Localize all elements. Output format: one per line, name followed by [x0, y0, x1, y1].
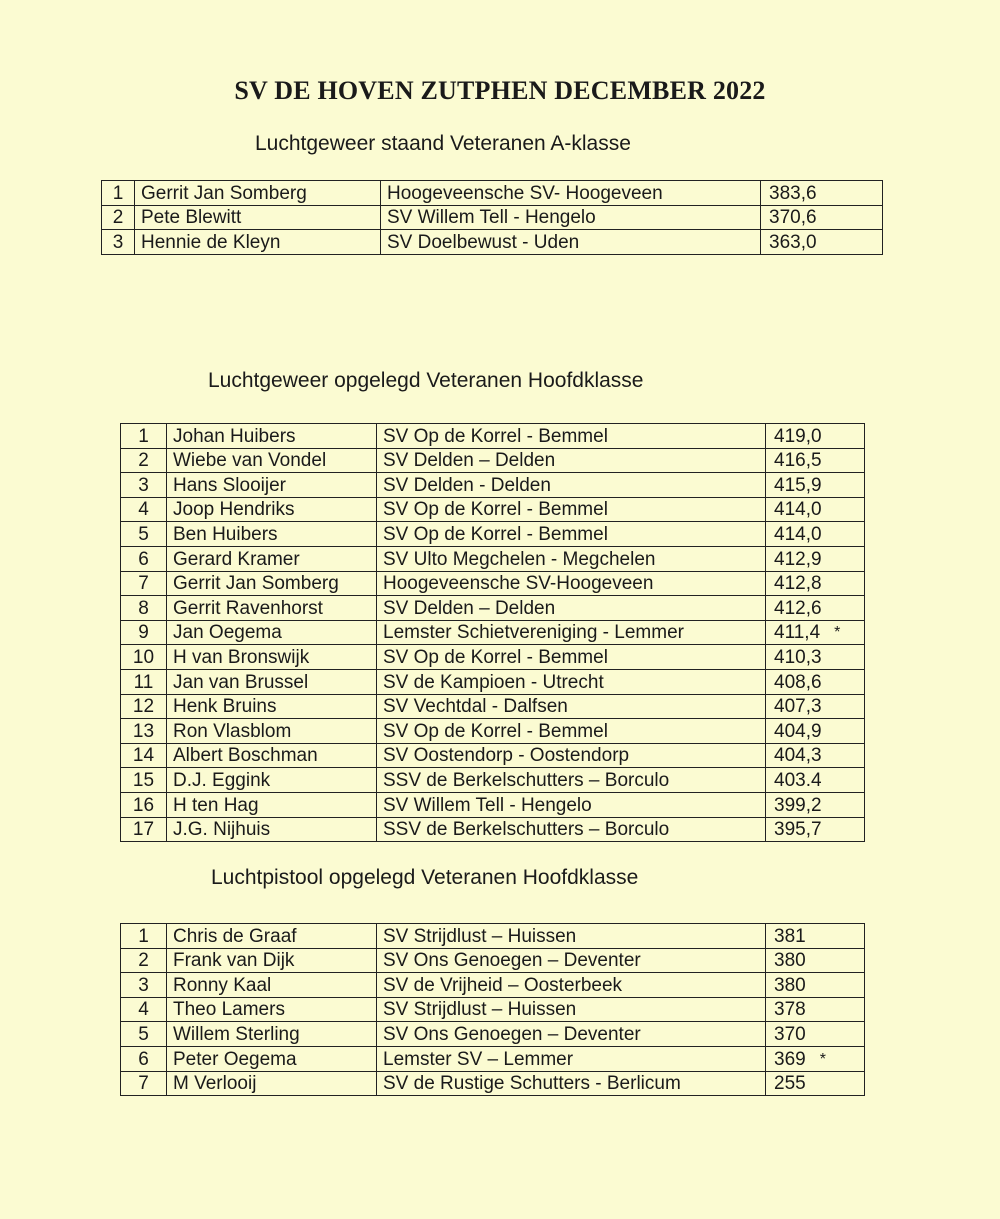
table-row [121, 1071, 865, 1096]
rank-cell: 3 [121, 473, 167, 498]
club-cell: SV Ons Genoegen – Deventer [377, 948, 766, 973]
score-cell [766, 743, 865, 768]
table-row [121, 719, 865, 744]
table-row [121, 424, 865, 449]
rank-cell: 1 [121, 424, 167, 449]
score-cell [761, 230, 883, 255]
score-cell [766, 1046, 865, 1071]
score-cell [766, 768, 865, 793]
score-cell [766, 817, 865, 842]
shooter-name-cell: Johan Huibers [167, 424, 377, 449]
score-cell [766, 522, 865, 547]
shooter-name-cell: Frank van Dijk [167, 948, 377, 973]
score-cell [766, 1022, 865, 1047]
shooter-name-cell: Joop Hendriks [167, 497, 377, 522]
table-row [121, 743, 865, 768]
table-row [121, 997, 865, 1022]
score-cell [766, 473, 865, 498]
rank-cell: 5 [121, 1022, 167, 1047]
table-row [121, 1022, 865, 1047]
rank-cell: 4 [121, 997, 167, 1022]
shooter-name-cell: M Verlooij [167, 1071, 377, 1096]
shooter-name-cell: Jan van Brussel [167, 669, 377, 694]
club-cell: SV Delden - Delden [377, 473, 766, 498]
score-value: 255 [774, 1073, 806, 1095]
score-value: 412,8 [774, 573, 822, 595]
shooter-name-cell: Chris de Graaf [167, 924, 377, 949]
rank-cell: 8 [121, 596, 167, 621]
table-row [121, 546, 865, 571]
table-row [121, 669, 865, 694]
table-row [121, 497, 865, 522]
club-cell: SV Op de Korrel - Bemmel [377, 424, 766, 449]
table-row [121, 817, 865, 842]
table-row [121, 448, 865, 473]
club-cell: SV Vechtdal - Dalfsen [377, 694, 766, 719]
score-value: 414,0 [774, 499, 822, 521]
club-cell: SV Doelbewust - Uden [381, 230, 761, 255]
club-cell: SV de Rustige Schutters - Berlicum [377, 1071, 766, 1096]
score-value: 412,6 [774, 597, 822, 619]
score-value: 410,3 [774, 646, 822, 668]
club-cell: SV de Kampioen - Utrecht [377, 669, 766, 694]
score-value: 404,9 [774, 720, 822, 742]
rank-cell: 12 [121, 694, 167, 719]
section-heading-air-pistol-supported: Luchtpistool opgelegd Veteranen Hoofdklasse [211, 866, 639, 889]
score-cell [766, 694, 865, 719]
score-cell [766, 424, 865, 449]
rank-cell: 5 [121, 522, 167, 547]
score-value: 419,0 [774, 425, 822, 447]
shooter-name-cell: Gerard Kramer [167, 546, 377, 571]
rank-cell: 2 [102, 205, 135, 230]
score-value: 380 [774, 974, 806, 996]
club-cell: SV de Vrijheid – Oosterbeek [377, 973, 766, 998]
table-row [121, 620, 865, 645]
score-value: 404,3 [774, 745, 822, 767]
score-cell [761, 181, 883, 206]
score-value: 403.4 [774, 769, 822, 791]
club-cell: SSV de Berkelschutters – Borculo [377, 817, 766, 842]
club-cell: Lemster Schietvereniging - Lemmer [377, 620, 766, 645]
club-cell: SV Oostendorp - Oostendorp [377, 743, 766, 768]
score-value: 411,4 [774, 622, 821, 644]
rank-cell: 3 [121, 973, 167, 998]
score-value: 378 [774, 999, 806, 1021]
score-value: 416,5 [774, 450, 822, 472]
score-value: 370,6 [769, 207, 817, 229]
asterisk-mark: * [819, 1050, 826, 1068]
club-cell: SV Op de Korrel - Bemmel [377, 497, 766, 522]
rank-cell: 9 [121, 620, 167, 645]
table-row [121, 522, 865, 547]
shooter-name-cell: Pete Blewitt [135, 205, 381, 230]
score-cell [766, 571, 865, 596]
asterisk-mark: * [834, 624, 841, 642]
score-cell [766, 973, 865, 998]
table-row [102, 205, 883, 230]
table-row [121, 924, 865, 949]
rank-cell: 6 [121, 546, 167, 571]
table-row [121, 596, 865, 621]
club-cell: SV Ons Genoegen – Deventer [377, 1022, 766, 1047]
rank-cell: 17 [121, 817, 167, 842]
score-value: 407,3 [774, 696, 822, 718]
club-cell: SV Ulto Megchelen - Megchelen [377, 546, 766, 571]
shooter-name-cell: Jan Oegema [167, 620, 377, 645]
table-row [121, 473, 865, 498]
section-heading-air-rifle-standing: Luchtgeweer staand Veteranen A-klasse [255, 132, 631, 155]
score-value: 383,6 [769, 182, 817, 204]
score-value: 414,0 [774, 523, 822, 545]
score-cell [766, 1071, 865, 1096]
rank-cell: 11 [121, 669, 167, 694]
table-row [121, 948, 865, 973]
score-cell [766, 448, 865, 473]
table-row [121, 1046, 865, 1071]
score-value: 381 [774, 925, 806, 947]
rank-cell: 1 [102, 181, 135, 206]
shooter-name-cell: H ten Hag [167, 792, 377, 817]
club-cell: SV Delden – Delden [377, 596, 766, 621]
rank-cell: 15 [121, 768, 167, 793]
club-cell: SV Strijdlust – Huissen [377, 924, 766, 949]
club-cell: SV Willem Tell - Hengelo [377, 792, 766, 817]
score-cell [766, 620, 865, 645]
rank-cell: 3 [102, 230, 135, 255]
table-row [121, 768, 865, 793]
shooter-name-cell: Willem Sterling [167, 1022, 377, 1047]
shooter-name-cell: D.J. Eggink [167, 768, 377, 793]
score-value: 412,9 [774, 548, 822, 570]
table-row [121, 645, 865, 670]
rank-cell: 13 [121, 719, 167, 744]
score-cell [766, 669, 865, 694]
table-row [102, 181, 883, 206]
club-cell: SV Delden – Delden [377, 448, 766, 473]
results-table-air-rifle-supported [120, 423, 865, 842]
results-table-air-pistol-supported [120, 923, 865, 1096]
score-cell [761, 205, 883, 230]
rank-cell: 14 [121, 743, 167, 768]
shooter-name-cell: Gerrit Jan Somberg [135, 181, 381, 206]
score-value: 369 [774, 1048, 806, 1070]
score-value: 399,2 [774, 794, 822, 816]
score-cell [766, 792, 865, 817]
document-title: SV DE HOVEN ZUTPHEN DECEMBER 2022 [234, 76, 766, 105]
shooter-name-cell: Albert Boschman [167, 743, 377, 768]
score-value: 380 [774, 950, 806, 972]
score-cell [766, 924, 865, 949]
shooter-name-cell: Peter Oegema [167, 1046, 377, 1071]
section-heading-air-rifle-supported: Luchtgeweer opgelegd Veteranen Hoofdklasse [208, 369, 644, 392]
shooter-name-cell: Henk Bruins [167, 694, 377, 719]
table-row [102, 230, 883, 255]
results-table-air-rifle-standing [101, 180, 883, 255]
shooter-name-cell: Ronny Kaal [167, 973, 377, 998]
score-cell [766, 546, 865, 571]
club-cell: SV Strijdlust – Huissen [377, 997, 766, 1022]
shooter-name-cell: Hans Slooijer [167, 473, 377, 498]
rank-cell: 7 [121, 571, 167, 596]
score-value: 395,7 [774, 819, 822, 841]
score-cell [766, 948, 865, 973]
table-row [121, 973, 865, 998]
score-cell [766, 645, 865, 670]
rank-cell: 4 [121, 497, 167, 522]
table-row [121, 792, 865, 817]
table-row [121, 571, 865, 596]
rank-cell: 2 [121, 948, 167, 973]
score-value: 370 [774, 1023, 806, 1045]
club-cell: Lemster SV – Lemmer [377, 1046, 766, 1071]
score-cell [766, 596, 865, 621]
shooter-name-cell: Theo Lamers [167, 997, 377, 1022]
club-cell: SV Op de Korrel - Bemmel [377, 645, 766, 670]
score-value: 415,9 [774, 474, 822, 496]
shooter-name-cell: Ben Huibers [167, 522, 377, 547]
rank-cell: 16 [121, 792, 167, 817]
club-cell: SSV de Berkelschutters – Borculo [377, 768, 766, 793]
shooter-name-cell: Gerrit Jan Somberg [167, 571, 377, 596]
rank-cell: 1 [121, 924, 167, 949]
shooter-name-cell: J.G. Nijhuis [167, 817, 377, 842]
rank-cell: 2 [121, 448, 167, 473]
club-cell: Hoogeveensche SV-Hoogeveen [377, 571, 766, 596]
club-cell: SV Op de Korrel - Bemmel [377, 719, 766, 744]
rank-cell: 10 [121, 645, 167, 670]
rank-cell: 6 [121, 1046, 167, 1071]
club-cell: SV Willem Tell - Hengelo [381, 205, 761, 230]
shooter-name-cell: Wiebe van Vondel [167, 448, 377, 473]
shooter-name-cell: Hennie de Kleyn [135, 230, 381, 255]
score-cell [766, 497, 865, 522]
score-cell [766, 719, 865, 744]
club-cell: SV Op de Korrel - Bemmel [377, 522, 766, 547]
shooter-name-cell: Ron Vlasblom [167, 719, 377, 744]
shooter-name-cell: Gerrit Ravenhorst [167, 596, 377, 621]
shooter-name-cell: H van Bronswijk [167, 645, 377, 670]
score-cell [766, 997, 865, 1022]
score-value: 363,0 [769, 231, 817, 253]
club-cell: Hoogeveensche SV- Hoogeveen [381, 181, 761, 206]
rank-cell: 7 [121, 1071, 167, 1096]
table-row [121, 694, 865, 719]
score-value: 408,6 [774, 671, 822, 693]
